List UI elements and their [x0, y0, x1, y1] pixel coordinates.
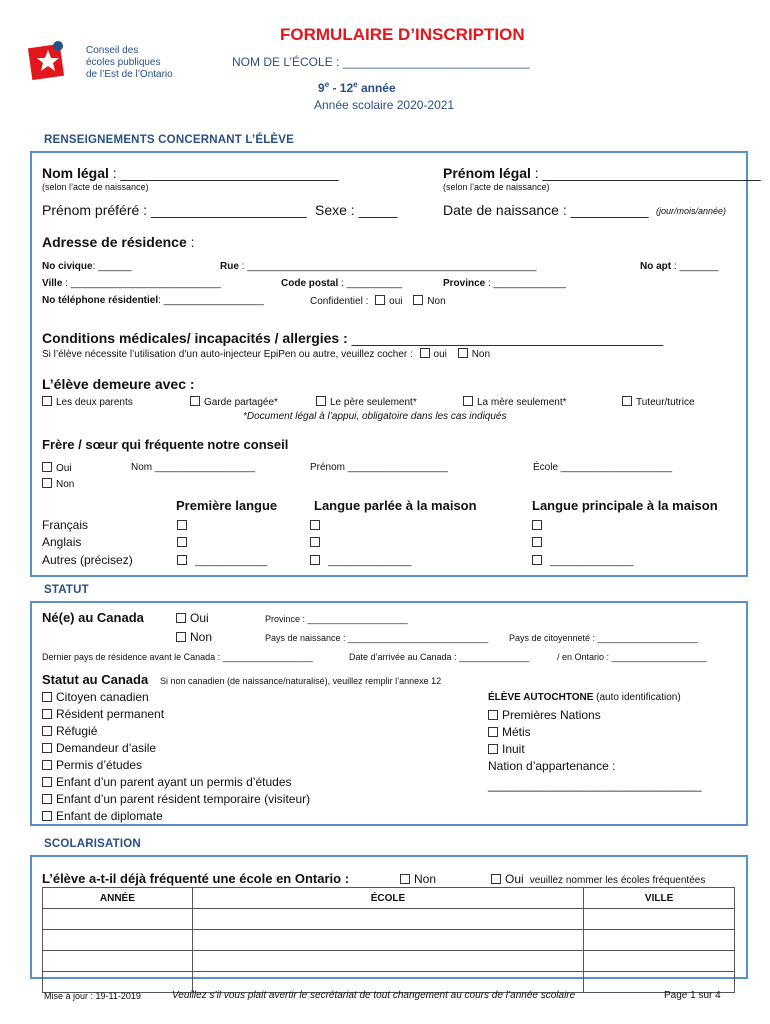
status-option[interactable] [42, 792, 310, 806]
other-line: _____________ [195, 556, 268, 567]
status-canada-label: Statut au Canada [42, 672, 149, 687]
checkbox[interactable] [42, 777, 52, 787]
year-cell[interactable] [43, 930, 193, 951]
lives-with-option[interactable] [190, 396, 278, 408]
table-row [43, 909, 735, 930]
table-row [43, 930, 735, 951]
option-label: Garde partagée* [204, 397, 278, 408]
ontario-school-no[interactable] [400, 872, 436, 886]
star-person-icon [28, 38, 70, 80]
school-name-field[interactable]: NOM DE L’ÉCOLE : ____________________________ [232, 55, 530, 69]
postal-code-label: Code postal [281, 278, 339, 289]
checkbox[interactable] [491, 874, 501, 884]
checkbox[interactable] [42, 692, 52, 702]
main-language-english-checkbox[interactable] [532, 537, 542, 547]
indigenous-label: ÉLÈVE AUTOCHTONE [488, 692, 594, 703]
checkbox[interactable] [176, 613, 186, 623]
city-field[interactable] [42, 278, 221, 289]
table-row [43, 951, 735, 972]
checkbox[interactable] [190, 396, 200, 406]
nation-label: Nation d’appartenance : [488, 759, 616, 773]
page-number: Page 1 sur 4 [664, 990, 721, 1001]
school-cell[interactable] [192, 951, 583, 972]
checkbox[interactable] [488, 710, 498, 720]
year-cell[interactable] [43, 972, 193, 993]
indigenous-option-label: Métis [502, 725, 531, 739]
other-line: _______________ [550, 556, 634, 567]
checkbox[interactable] [42, 743, 52, 753]
option-label: Tuteur/tutrice [636, 397, 695, 408]
checkbox[interactable] [488, 744, 498, 754]
legal-doc-note: *Document légal à l’appui, obligatoire dans les cas indiqués [243, 411, 507, 422]
confidential-no-checkbox[interactable] [413, 295, 423, 305]
legal-name-field[interactable] [42, 165, 339, 181]
apt-label: No apt [640, 261, 672, 272]
oui-label: Oui [505, 872, 524, 886]
status-option[interactable] [42, 741, 156, 755]
indigenous-option[interactable] [488, 708, 601, 722]
confidential-label: Confidentiel : [310, 296, 369, 307]
lives-with-option[interactable] [42, 396, 133, 408]
checkbox[interactable] [42, 760, 52, 770]
birth-country-field[interactable]: Pays de naissance : ____________________________ [265, 633, 489, 643]
epipen-no-label: Non [471, 349, 491, 360]
last-country-line: __________________ [220, 652, 313, 662]
status-option[interactable] [42, 690, 149, 704]
city-label: Ville [42, 278, 63, 289]
province-field[interactable] [443, 278, 566, 289]
arrival-canada-field[interactable]: Date d’arrivée au Canada : ______________ [349, 652, 530, 662]
logo-text-line: écoles publiques [86, 57, 161, 68]
home-language-english-checkbox[interactable] [310, 537, 320, 547]
year-cell[interactable] [43, 951, 193, 972]
option-label: Le père seulement* [330, 397, 417, 408]
city-cell[interactable] [584, 909, 735, 930]
preferred-name-field[interactable]: Prénom préféré : ____________________ [42, 202, 307, 218]
checkbox[interactable] [488, 727, 498, 737]
checkbox[interactable] [177, 555, 187, 565]
epipen-text: Si l’élève nécessite l’utilisation d’un auto-injecteur EpiPen ou autre, veuillez cocher : [42, 349, 413, 360]
nation-field[interactable]: ________________________________ [488, 778, 702, 792]
oui-note: veuillez nommer les écoles fréquentées [529, 875, 706, 886]
checkbox[interactable] [42, 462, 52, 472]
non-label: Non [414, 872, 437, 886]
checkbox[interactable] [42, 709, 52, 719]
epipen-no-checkbox[interactable] [458, 348, 468, 358]
epipen-question [42, 348, 490, 360]
status-canada-note: Si non canadien (de naissance/naturalisé), veuillez remplir l’annexe 12 [160, 676, 442, 686]
legal-name-note: (selon l’acte de naissance) [42, 182, 149, 192]
sibling-yes-option[interactable] [42, 462, 72, 474]
province-label: Province [443, 278, 486, 289]
epipen-yes-label: oui [433, 349, 447, 360]
indigenous-option[interactable] [488, 742, 525, 756]
main-language-french-checkbox[interactable] [532, 520, 542, 530]
first-language-other[interactable] [177, 555, 267, 567]
logo-text-line: de l’Est de l’Ontario [86, 69, 173, 80]
first-language-english-checkbox[interactable] [177, 537, 187, 547]
option-label: La mère seulement* [477, 397, 567, 408]
phone-label: No téléphone résidentiel [42, 295, 159, 306]
lives-with-option[interactable] [316, 396, 417, 408]
birth-date-field[interactable]: Date de naissance : __________ [443, 202, 649, 218]
home-language-french-checkbox[interactable] [310, 520, 320, 530]
confidential-field [310, 295, 446, 307]
school-cell[interactable] [192, 909, 583, 930]
option-label: Les deux parents [56, 397, 133, 408]
legal-first-name-note: (selon l’acte de naissance) [443, 182, 550, 192]
oui-label: Oui [190, 611, 209, 625]
legal-first-name-label: Prénom légal [443, 165, 531, 181]
status-option[interactable] [42, 775, 292, 789]
update-date: Mise à jour : 19-11-2019 [44, 991, 141, 1001]
street-line: : ____________________________________________________ [238, 261, 537, 272]
checkbox[interactable] [310, 555, 320, 565]
street-field[interactable] [220, 261, 536, 272]
last-country-label: Dernier pays de résidence avant le Canada : [42, 652, 221, 662]
non-label: Non [190, 630, 213, 644]
province-of-birth-field[interactable]: Province : ____________________ [265, 614, 408, 624]
column-header-school: ÉCOLE [192, 888, 583, 909]
main-language-other[interactable] [532, 555, 633, 567]
section-title-student: RENSEIGNEMENTS CONCERNANT L’ÉLÈVE [44, 134, 295, 146]
medical-conditions-label: Conditions médicales/ incapacités / allergies : [42, 330, 348, 346]
status-option-label: Enfant d’un parent ayant un permis d’études [56, 775, 292, 789]
medical-conditions-field[interactable] [42, 330, 663, 346]
province-line: : _____________ [485, 278, 566, 289]
ontario-school-yes[interactable] [491, 872, 705, 886]
address-heading [42, 234, 195, 250]
phone-field[interactable] [42, 295, 264, 306]
section-title-schooling: SCOLARISATION [44, 838, 141, 850]
checkbox[interactable] [532, 555, 542, 565]
legal-name-line: : ____________________________ [108, 165, 339, 181]
checkbox[interactable] [463, 396, 473, 406]
city-line: : ___________________________ [62, 278, 221, 289]
section-title-status: STATUT [44, 584, 89, 596]
home-language-other[interactable] [310, 555, 411, 567]
legal-first-name-field[interactable] [443, 165, 761, 181]
status-option[interactable] [42, 707, 164, 721]
status-option[interactable] [42, 724, 97, 738]
indigenous-note: (auto identification) [593, 692, 681, 703]
sex-field[interactable]: Sexe : _____ [315, 202, 398, 218]
footer-notice: Veuillez s’il vous plait avertir le secrétariat de tout changement au cours de l’année scolaire [172, 990, 576, 1001]
sibling-first-name-field[interactable]: Prénom __________________ [310, 462, 448, 473]
logo-text-line: Conseil des [86, 45, 139, 56]
sibling-label: Frère / sœur qui fréquente notre conseil [42, 437, 289, 452]
lang-header: Langue parlée à la maison [314, 498, 477, 513]
checkbox[interactable] [316, 396, 326, 406]
born-canada-yes[interactable] [176, 611, 209, 625]
arrival-ontario-field[interactable]: / en Ontario : ___________________ [557, 652, 707, 662]
medical-conditions-line: ________________________________________ [347, 330, 664, 346]
status-option-label: Réfugié [56, 724, 98, 738]
checkbox[interactable] [42, 811, 52, 821]
civic-no-field[interactable] [42, 261, 132, 272]
checkbox[interactable] [622, 396, 632, 406]
city-cell[interactable] [584, 930, 735, 951]
birth-date-format: (jour/mois/année) [656, 206, 727, 216]
indigenous-heading [488, 692, 681, 703]
last-country-field[interactable] [42, 652, 313, 662]
lang-row-label: Anglais [42, 535, 82, 549]
confidential-no-label: Non [427, 296, 446, 307]
status-option-label: Citoyen canadien [56, 690, 149, 704]
year-cell[interactable] [43, 909, 193, 930]
sibling-school-field[interactable]: École ____________________ [533, 462, 673, 473]
civic-no-line: : ______ [92, 261, 132, 272]
sibling-no-option[interactable] [42, 478, 74, 490]
apt-line: : _______ [671, 261, 719, 272]
form-title: FORMULAIRE D’INSCRIPTION [280, 25, 525, 44]
lang-row-label: Autres (précisez) [42, 553, 133, 567]
lang-row-label: Français [42, 518, 89, 532]
indigenous-option-label: Premières Nations [502, 708, 601, 722]
first-language-french-checkbox[interactable] [177, 520, 187, 530]
schools-table [42, 887, 735, 993]
city-cell[interactable] [584, 951, 735, 972]
sibling-no-label: Non [56, 479, 75, 490]
ontario-school-question: L’élève a-t-il déjà fréquenté une école en Ontario : [42, 871, 350, 886]
lives-with-label: L’élève demeure avec : [42, 376, 195, 392]
status-option-label: Résident permanent [56, 707, 165, 721]
status-option[interactable] [42, 809, 163, 823]
checkbox[interactable] [42, 794, 52, 804]
apt-field[interactable] [640, 261, 718, 272]
sibling-name-field[interactable]: Nom __________________ [131, 462, 255, 473]
legal-name-label: Nom légal [42, 165, 109, 181]
postal-code-line: : __________ [338, 278, 403, 289]
status-option-label: Demandeur d’asile [56, 741, 157, 755]
civic-no-label: No civique [42, 261, 93, 272]
status-option-label: Permis d’études [56, 758, 143, 772]
postal-code-field[interactable] [281, 278, 402, 289]
logo-text [86, 45, 173, 81]
status-option-label: Enfant de diplomate [56, 809, 163, 823]
table-header-row [43, 888, 735, 909]
grade-label: 9e - 12e année [318, 80, 396, 95]
column-header-year: ANNÉE [43, 888, 193, 909]
checkbox[interactable] [176, 632, 186, 642]
status-option-label: Enfant d’un parent résident temporaire (visiteur) [56, 792, 311, 806]
legal-first-name-line: : ____________________________ [530, 165, 761, 181]
lives-with-option[interactable] [463, 396, 567, 408]
street-label: Rue [220, 261, 239, 272]
school-year: Année scolaire 2020-2021 [314, 98, 455, 112]
born-canada-no[interactable] [176, 630, 212, 644]
citizenship-country-field[interactable]: Pays de citoyenneté : ____________________ [509, 633, 698, 643]
confidential-yes-checkbox[interactable] [375, 295, 385, 305]
checkbox[interactable] [42, 726, 52, 736]
sibling-yes-label: Oui [56, 463, 72, 474]
address-colon: : [186, 234, 195, 250]
column-header-city: VILLE [584, 888, 735, 909]
indigenous-option[interactable] [488, 725, 531, 739]
school-cell[interactable] [192, 930, 583, 951]
lives-with-option[interactable] [622, 396, 695, 408]
other-line: _______________ [328, 556, 412, 567]
lang-header: Première langue [176, 498, 278, 513]
indigenous-option-label: Inuit [502, 742, 525, 756]
status-option[interactable] [42, 758, 142, 772]
checkbox[interactable] [42, 478, 52, 488]
logo [28, 38, 70, 80]
phone-line: : __________________ [158, 295, 264, 306]
lang-header: Langue principale à la maison [532, 498, 718, 513]
checkbox[interactable] [400, 874, 410, 884]
epipen-yes-checkbox[interactable] [420, 348, 430, 358]
confidential-yes-label: oui [389, 296, 403, 307]
checkbox[interactable] [42, 396, 52, 406]
born-canada-label: Né(e) au Canada [42, 610, 144, 625]
address-label: Adresse de résidence [42, 234, 187, 250]
